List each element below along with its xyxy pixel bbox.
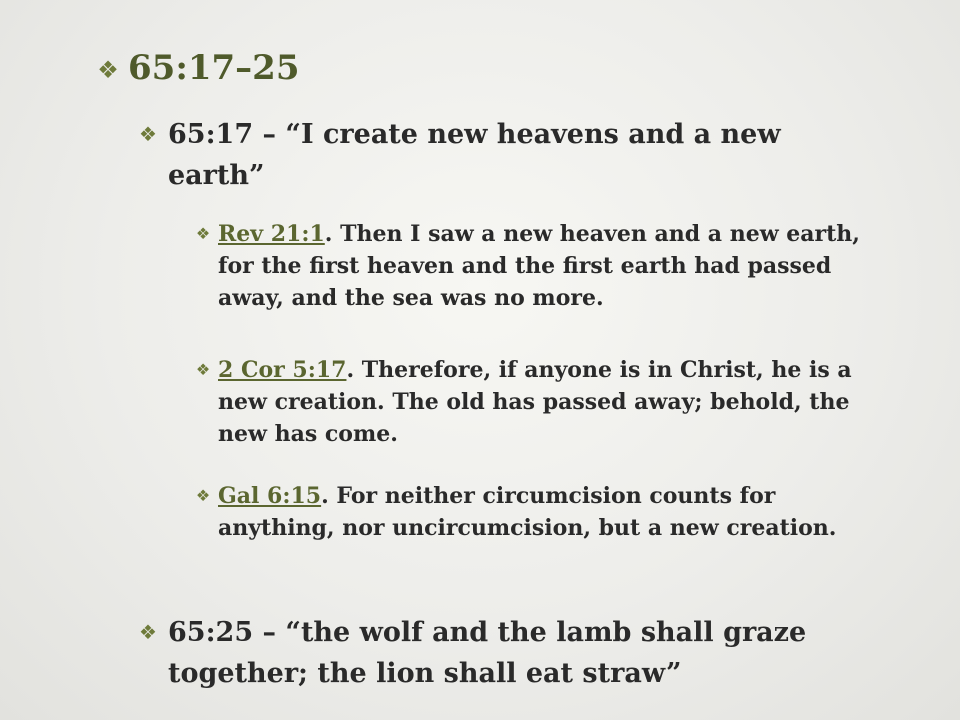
- diamond-dots-icon: ❖: [139, 122, 157, 146]
- verse-ref-link[interactable]: Gal 6:15: [218, 483, 322, 509]
- verse-item-gal: [188, 480, 878, 544]
- diamond-dots-icon: ❖: [97, 56, 119, 84]
- sub-item-65-25: [128, 612, 868, 694]
- verse-text: [218, 354, 878, 450]
- sub-item-text: 65:25 – “the wolf and the lamb shall graze together; the lion shall eat straw”: [168, 617, 807, 689]
- sub-item-65-17: [128, 114, 868, 196]
- verse-body: . Then I saw a new heaven and a new earth, for the first heaven and the first earth had passed away, and the sea was no more.: [218, 221, 860, 311]
- verse-text: [218, 218, 878, 314]
- verse-item-2cor: [188, 354, 878, 450]
- diamond-dots-icon: ❖: [139, 620, 157, 644]
- verse-item-rev: [188, 218, 878, 314]
- diamond-dots-icon: ❖: [195, 486, 211, 505]
- diamond-dots-icon: ❖: [195, 360, 211, 379]
- heading-item: [88, 46, 300, 90]
- slide-heading: 65:17–25: [128, 48, 300, 88]
- verse-body: . For neither circumcision counts for anything, nor uncircumcision, but a new creation.: [218, 483, 837, 541]
- sub-item-text: 65:17 – “I create new heavens and a new earth”: [168, 119, 781, 191]
- diamond-dots-icon: ❖: [195, 224, 211, 243]
- verse-ref-link[interactable]: 2 Cor 5:17: [218, 357, 347, 383]
- verse-text: [218, 480, 878, 544]
- verse-ref-link[interactable]: Rev 21:1: [218, 221, 325, 247]
- verse-body: . Therefore, if anyone is in Christ, he is a new creation. The old has passed away; behold, the new has come.: [218, 357, 852, 447]
